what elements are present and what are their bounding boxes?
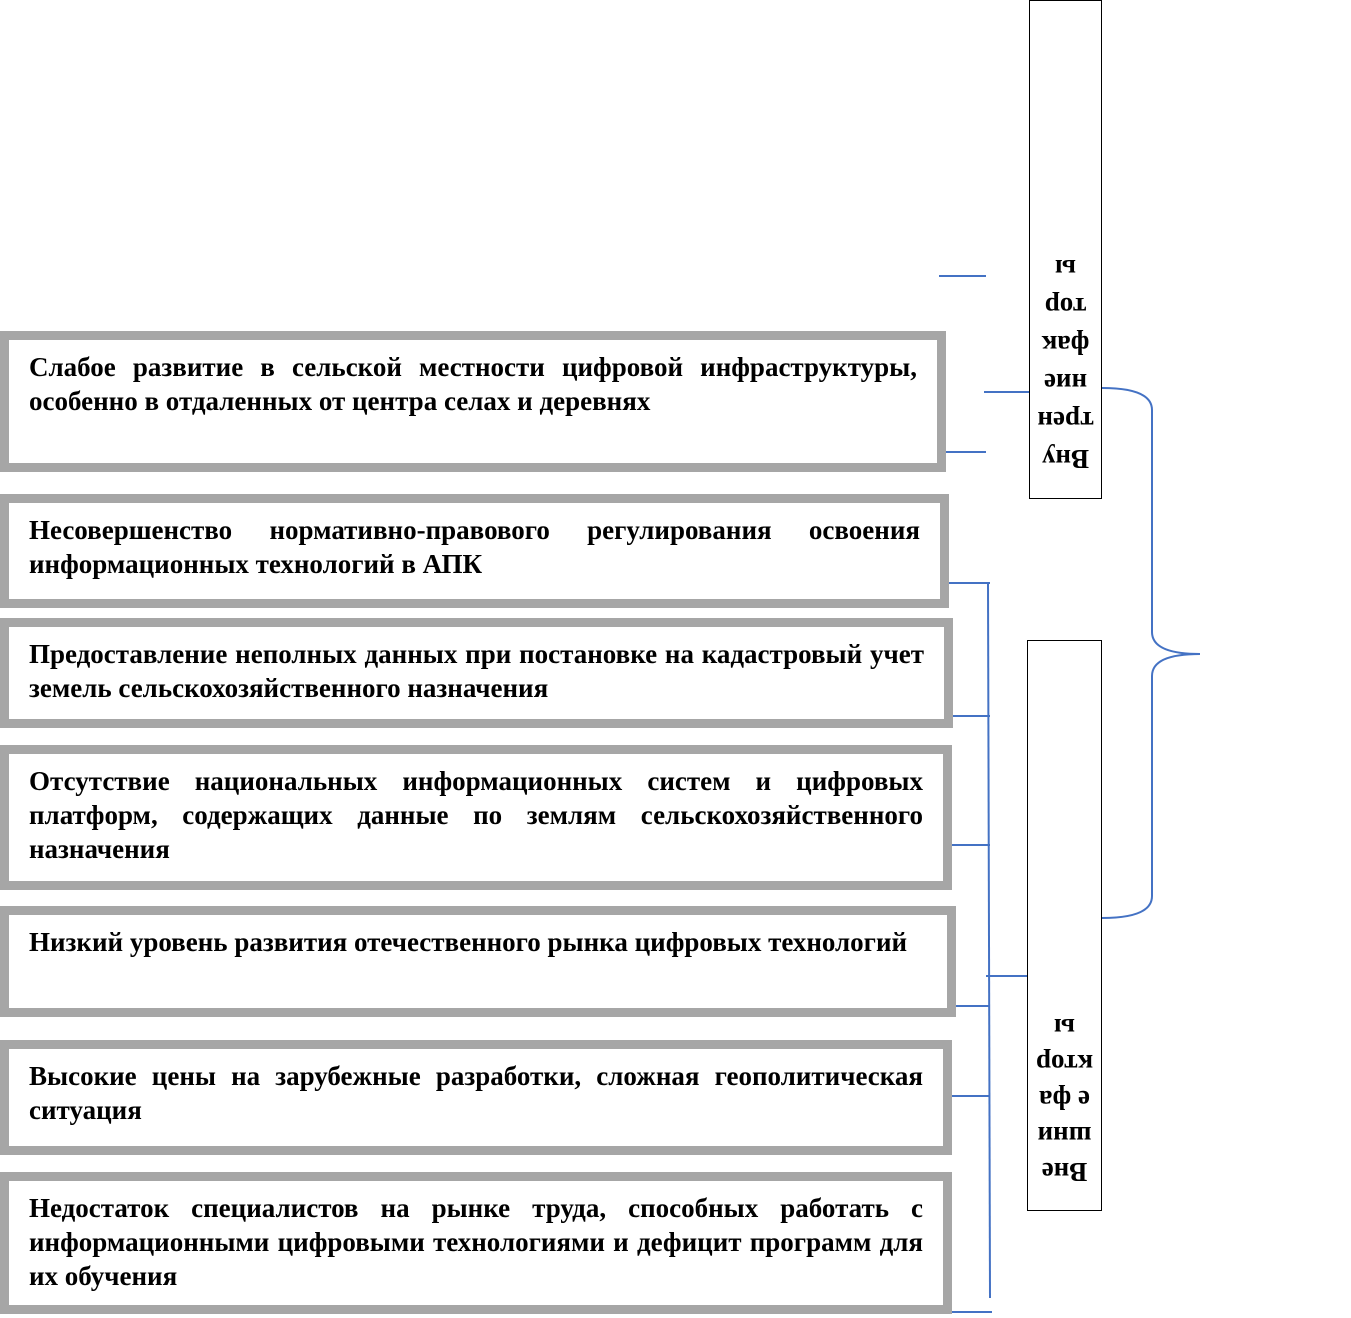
factor-text-4: Отсутствие национальных информационных систем и цифровых платформ, содержащих данные по землям сельскохозяйственного назначения — [29, 766, 923, 864]
factor-box-7 — [0, 1172, 952, 1314]
factor-text-2: Несовершенство нормативно-правового регулирования освоения информационных технологий в АПК — [29, 515, 920, 579]
factor-box-3 — [0, 618, 953, 728]
internal-factors-label: Внутренние факторы — [1037, 254, 1094, 474]
factor-text-7: Недостаток специалистов на рынке труда, способных работать с информационными цифровыми технологиями и дефицит программ для их обучения — [29, 1193, 923, 1291]
factor-box-5 — [0, 906, 956, 1017]
external-factors-label: Внешние факторы — [1036, 1013, 1093, 1187]
factor-text-1: Слабое развитие в сельской местности цифровой инфраструктуры, особенно в отдаленных от центра селах и деревнях — [29, 352, 917, 416]
factor-box-4 — [0, 745, 952, 890]
right-brace — [1102, 388, 1200, 918]
internal-factors-label-box — [1029, 0, 1102, 499]
factor-box-1 — [0, 331, 946, 472]
connector-external-bus — [988, 583, 990, 1298]
factor-box-2 — [0, 494, 949, 608]
factor-text-5: Низкий уровень развития отечественного рынка цифровых технологий — [29, 927, 908, 957]
external-factors-label-box — [1027, 640, 1102, 1211]
factor-text-3: Предоставление неполных данных при постановке на кадастровый учет земель сельскохозяйственного назначения — [29, 639, 924, 703]
factor-box-6 — [0, 1040, 952, 1155]
factor-text-6: Высокие цены на зарубежные разработки, сложная геополитическая ситуация — [29, 1061, 923, 1125]
